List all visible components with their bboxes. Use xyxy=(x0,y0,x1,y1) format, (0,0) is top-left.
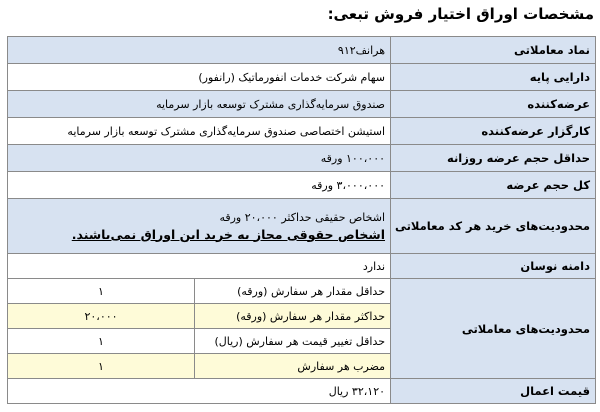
value-price-band: ندارد xyxy=(8,254,391,279)
page-title: مشخصات اوراق اختیار فروش تبعی: xyxy=(327,5,594,23)
label-min-daily-volume: حداقل حجم عرضه روزانه xyxy=(391,145,596,172)
label-total-volume: کل حجم عرضه xyxy=(391,172,596,199)
trade-limit-value: ۱ xyxy=(8,354,195,379)
value-strike-price: ۳۲،۱۲۰ ریال xyxy=(8,379,391,404)
buy-limit-natural: اشخاص حقیقی حداکثر ۲۰،۰۰۰ ورقه xyxy=(219,210,386,224)
label-symbol: نماد معاملاتی xyxy=(391,37,596,64)
label-underlying: دارایی پایه xyxy=(391,64,596,91)
specs-table xyxy=(7,36,596,404)
label-strike-price: قیمت اعمال xyxy=(391,379,596,404)
value-issuer: صندوق سرمایه‌گذاری مشترک توسعه بازار سرمایه xyxy=(8,91,391,118)
value-underlying: سهام شرکت خدمات انفورماتیک (رانفور) xyxy=(8,64,391,91)
table-row xyxy=(8,279,596,304)
trade-limit-value: ۲۰،۰۰۰ xyxy=(8,304,195,329)
value-issuer-agent: استیشن اختصاصی صندوق سرمایه‌گذاری مشترک توسعه بازار سرمایه xyxy=(8,118,391,145)
row-issuer-agent xyxy=(8,118,596,145)
value-buy-limits xyxy=(8,199,391,254)
value-total-volume: ۳،۰۰۰،۰۰۰ ورقه xyxy=(8,172,391,199)
trade-limit-name: مضرب هر سفارش xyxy=(195,354,391,379)
trade-limit-value: ۱ xyxy=(8,279,195,304)
trade-limit-name: حداقل تغییر قیمت هر سفارش (ریال) xyxy=(195,329,391,354)
row-min-daily-volume xyxy=(8,145,596,172)
label-price-band: دامنه نوسان xyxy=(391,254,596,279)
label-trade-limits: محدودیت‌های معاملاتی xyxy=(391,279,596,379)
row-symbol xyxy=(8,37,596,64)
row-total-volume xyxy=(8,172,596,199)
label-issuer: عرضه‌کننده xyxy=(391,91,596,118)
value-min-daily-volume: ۱۰۰،۰۰۰ ورقه xyxy=(8,145,391,172)
row-underlying xyxy=(8,64,596,91)
row-strike-price xyxy=(8,379,596,404)
label-buy-limits: محدودیت‌های خرید هر کد معاملاتی xyxy=(391,199,596,254)
trade-limit-name: حداکثر مقدار هر سفارش (ورقه) xyxy=(195,304,391,329)
trade-limit-value: ۱ xyxy=(8,329,195,354)
value-symbol: هرانف۹۱۲ xyxy=(8,37,391,64)
buy-limit-legal: اشخاص حقوقی مجاز به خرید این اوراق نمی‌باشند. xyxy=(71,226,386,242)
row-price-band xyxy=(8,254,596,279)
trade-limit-name: حداقل مقدار هر سفارش (ورقه) xyxy=(195,279,391,304)
row-issuer xyxy=(8,91,596,118)
label-issuer-agent: کارگزار عرضه‌کننده xyxy=(391,118,596,145)
row-buy-limits xyxy=(8,199,596,254)
